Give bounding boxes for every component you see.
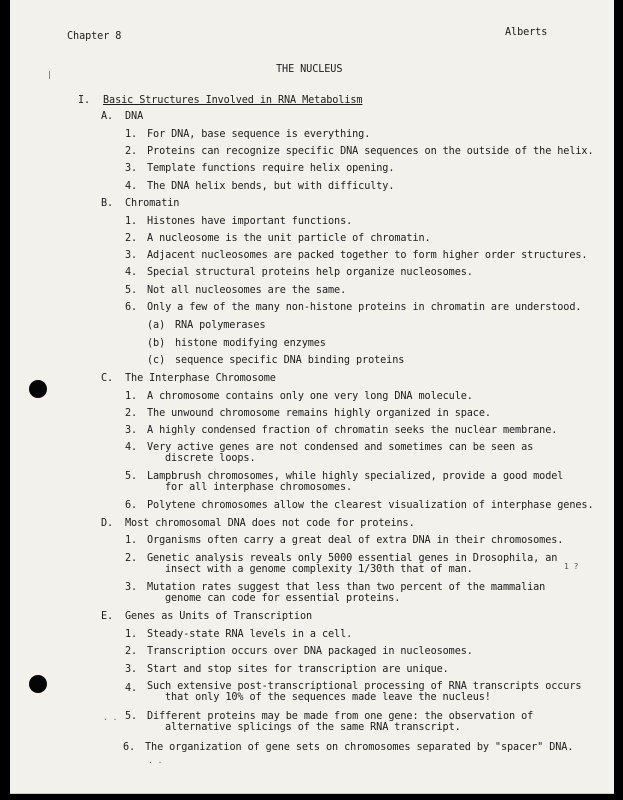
list-item: Mutation rates suggest that less than two percent of the mammalian [147, 582, 546, 593]
list-item-cont: alternative splicings of the same RNA transcript. [165, 722, 461, 733]
heading-a-label: A. [101, 111, 114, 122]
list-item: Start and stop sites for transcription are unique. [147, 664, 449, 675]
punch-hole-bottom [29, 675, 47, 693]
list-item: Genetic analysis reveals only 5000 essential genes in Drosophila, an [147, 553, 558, 564]
margin-mark: . . [103, 713, 118, 722]
item-number: 1. [125, 535, 138, 546]
item-number: 2. [125, 233, 138, 244]
sub-item-label: (c) [147, 355, 166, 366]
item-number: 1. [125, 216, 138, 227]
item-number: 1. [125, 391, 138, 402]
list-item: A chromosome contains only one very long DNA molecule. [147, 391, 473, 402]
item-number: 3. [125, 582, 138, 593]
list-item: Such extensive post-transcriptional processing of RNA transcripts occurs [147, 681, 582, 692]
page-title: THE NUCLEUS [276, 64, 343, 75]
heading-e-label: E. [101, 611, 114, 622]
item-number: 6. [125, 302, 138, 313]
list-item: Histones have important functions. [147, 216, 353, 227]
list-item: The DNA helix bends, but with difficulty. [147, 181, 395, 192]
list-item-cont: that only 10% of the sequences made leave the nucleus! [165, 692, 491, 703]
item-number: 1. [125, 129, 138, 140]
heading-a-title: DNA [125, 111, 144, 122]
chapter-label: Chapter 8 [67, 31, 122, 42]
list-item: Adjacent nucleosomes are packed together to form higher order structures. [147, 250, 588, 261]
item-number: 6. [125, 500, 138, 511]
item-number: 4. [125, 442, 138, 453]
list-item: The unwound chromosome remains highly organized in space. [147, 408, 491, 419]
item-number: 3. [125, 664, 138, 675]
sub-item-label: (a) [147, 320, 166, 331]
list-item: Lampbrush chromosomes, while highly specialized, provide a good model [147, 471, 564, 482]
list-item: Polytene chromosomes allow the clearest visualization of interphase genes. [147, 500, 594, 511]
list-item: The organization of gene sets on chromosomes separated by "spacer" DNA. [145, 742, 574, 753]
item-number: 3. [125, 250, 138, 261]
list-item: For DNA, base sequence is everything. [147, 129, 371, 140]
list-item: Transcription occurs over DNA packaged in nucleosomes. [147, 646, 473, 657]
item-number: 5. [125, 285, 138, 296]
list-item: Only a few of the many non-histone proteins in chromatin are understood. [147, 302, 582, 313]
heading-d-label: D. [101, 518, 114, 529]
list-item: Special structural proteins help organize nucleosomes. [147, 267, 473, 278]
margin-mark: 1 ? [564, 562, 579, 571]
margin-mark: . . [148, 756, 163, 765]
sub-item: sequence specific DNA binding proteins [175, 355, 405, 366]
list-item: Steady-state RNA levels in a cell. [147, 629, 353, 640]
document-page [10, 0, 614, 794]
item-number: 2. [125, 146, 138, 157]
list-item: A nucleosome is the unit particle of chromatin. [147, 233, 431, 244]
heading-e-title: Genes as Units of Transcription [125, 611, 313, 622]
author-name: Alberts [505, 27, 548, 38]
item-number: 2. [125, 646, 138, 657]
item-number: 4. [125, 683, 138, 694]
item-number: 3. [125, 425, 138, 436]
item-number: 5. [125, 471, 138, 482]
heading-c-title: The Interphase Chromosome [125, 373, 276, 384]
list-item: Template functions require helix opening. [147, 163, 395, 174]
sub-item-label: (b) [147, 338, 166, 349]
item-number: 1. [125, 629, 138, 640]
list-item: Not all nucleosomes are the same. [147, 285, 347, 296]
item-number: 2. [125, 553, 138, 564]
section-title: Basic Structures Involved in RNA Metabolism [103, 95, 363, 106]
item-number: 6. [123, 742, 136, 753]
item-number: 3. [125, 163, 138, 174]
list-item: A highly condensed fraction of chromatin seeks the nuclear membrane. [147, 425, 558, 436]
list-item: Different proteins may be made from one gene: the observation of [147, 711, 534, 722]
punch-hole-top [29, 380, 47, 398]
heading-c-label: C. [101, 373, 114, 384]
section-number: I. [78, 95, 91, 106]
list-item: Proteins can recognize specific DNA sequences on the outside of the helix. [147, 146, 594, 157]
heading-b-label: B. [101, 198, 114, 209]
sub-item: RNA polymerases [175, 320, 266, 331]
heading-d-title: Most chromosomal DNA does not code for proteins. [125, 518, 415, 529]
margin-mark: | [47, 70, 52, 79]
list-item-cont: discrete loops. [165, 453, 256, 464]
list-item: Organisms often carry a great deal of extra DNA in their chromosomes. [147, 535, 564, 546]
heading-b-title: Chromatin [125, 198, 180, 209]
item-number: 4. [125, 267, 138, 278]
item-number: 2. [125, 408, 138, 419]
list-item: Very active genes are not condensed and sometimes can be seen as [147, 442, 534, 453]
item-number: 4. [125, 181, 138, 192]
list-item-cont: for all interphase chromosomes. [165, 482, 353, 493]
sub-item: histone modifying enzymes [175, 338, 326, 349]
item-number: 5. [125, 711, 138, 722]
list-item-cont: genome can code for essential proteins. [165, 593, 401, 604]
list-item-cont: insect with a genome complexity 1/30th that of man. [165, 564, 473, 575]
